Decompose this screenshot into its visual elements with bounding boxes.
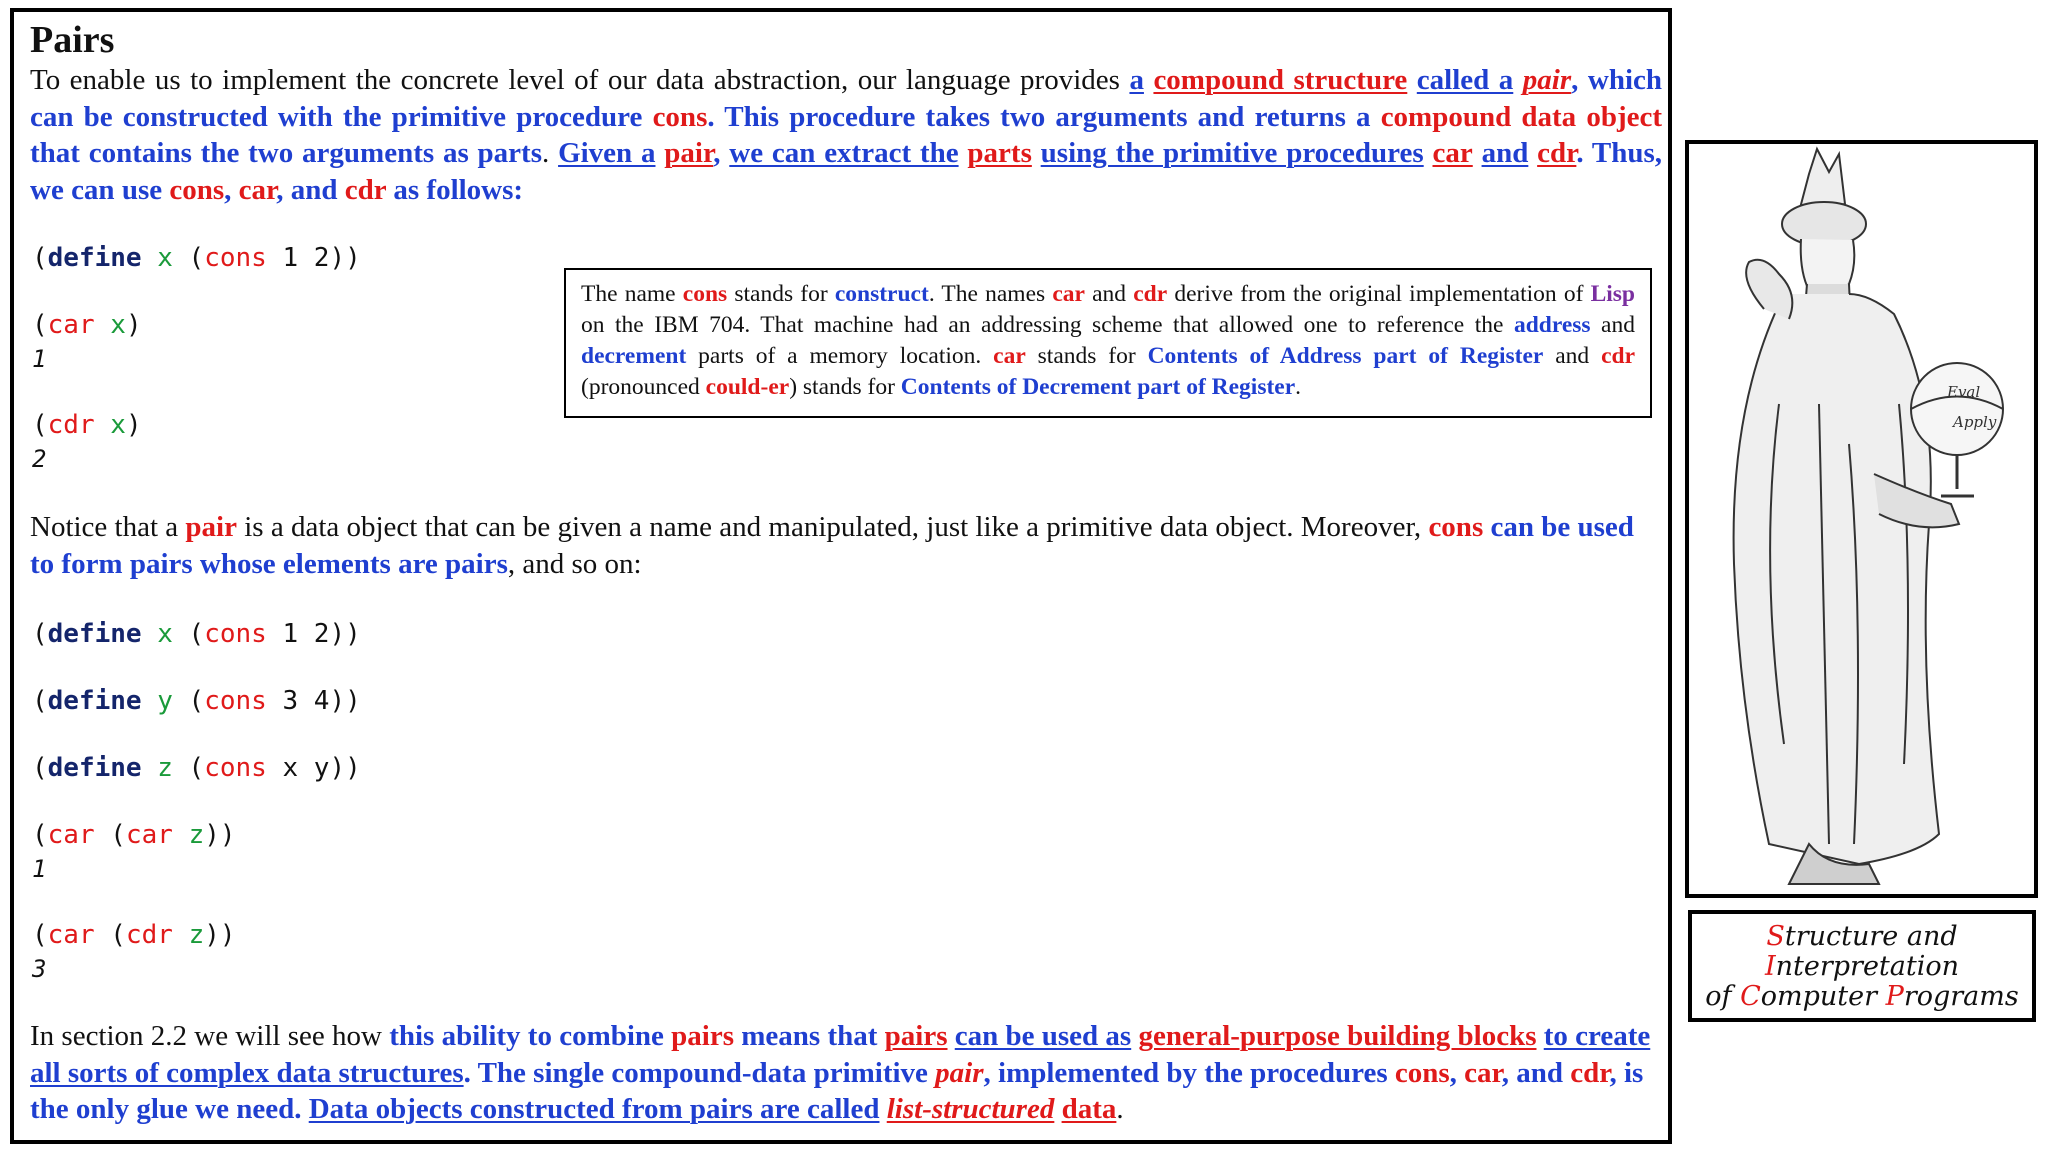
text: , and	[276, 173, 345, 206]
text: we can extract the	[729, 137, 959, 169]
text: pair	[664, 137, 714, 169]
etymology-note: The name cons stands for construct. The names car and cdr derive from the original implementation of Lisp on the IBM 704. That machine had an addressing scheme that allowed one to reference the address and decrement parts of a memory location. car stands for Contents of Address part of Register and cdr (pronounced could-er) stands for Contents of Decrement part of Register.	[564, 268, 1652, 418]
text: using the primitive procedures	[1040, 137, 1424, 169]
code-line: (cdr x)	[32, 410, 142, 440]
text: cons	[652, 100, 708, 133]
orb-label-top: Eval	[1947, 383, 1981, 401]
text: pair	[1522, 64, 1572, 96]
text: parts	[967, 137, 1032, 169]
text: car	[238, 173, 277, 206]
caption-line: Structure and	[1766, 921, 1958, 952]
text: cons	[169, 173, 225, 206]
text: compound structure	[1153, 64, 1408, 96]
code-line: (define x (cons 1 2))	[32, 619, 361, 649]
code-line: (define x (cons 1 2))	[32, 243, 361, 273]
page-title: Pairs	[30, 19, 115, 61]
code-output: 3	[32, 955, 47, 983]
book-caption	[1688, 910, 2036, 1022]
text: . Thus, we can use	[30, 137, 1663, 206]
text: .	[542, 137, 559, 169]
closing-paragraph: In section 2.2 we will see how this ability to combine pairs means that pairs can be used as general-purpose building blocks to create all sorts of complex data structures. The single compound-data primitive pair, implemented by the procedures cons, car, and cdr, is the only glue we need. Data objects constructed from pairs are called list-structured data.	[30, 1020, 1651, 1125]
pairs-paragraph: Notice that a pair is a data object that can be given a name and manipulated, just like a primitive data object. Moreover, cons can be used to form pairs whose elements are pairs, and so on:	[30, 511, 1634, 580]
orb-icon	[1911, 363, 2003, 455]
text: which can be constructed with the primitive procedure	[30, 64, 1663, 133]
text: compound data object	[1380, 100, 1663, 133]
text: car	[1432, 137, 1473, 169]
text: a	[1129, 64, 1144, 96]
text: To enable us to implement the concrete level of our data abstraction, our language provides	[30, 64, 1130, 96]
intro-paragraph	[30, 62, 1662, 208]
text: called a	[1416, 64, 1514, 96]
text: that contains the two arguments as parts	[30, 137, 542, 169]
text: as follows:	[386, 173, 524, 206]
orb-label-bottom: Apply	[1953, 413, 1997, 431]
text: and	[1481, 137, 1529, 169]
wizard-figure	[1689, 144, 2034, 894]
code-output: 2	[32, 445, 47, 473]
code-line: (define y (cons 3 4))	[32, 686, 361, 716]
caption-line: Interpretation	[1764, 951, 1960, 982]
wizard-illustration	[1685, 140, 2038, 898]
code-output: 1	[32, 345, 47, 373]
text: ,	[224, 173, 239, 206]
code-output: 1	[32, 855, 47, 883]
code-line: (car (cdr z))	[32, 920, 236, 950]
text: ,	[1571, 64, 1579, 96]
text: cdr	[1537, 137, 1577, 169]
text: . This procedure takes two arguments and returns a	[707, 100, 1381, 133]
text: Given a	[558, 137, 656, 169]
code-line: (define z (cons x y))	[32, 753, 361, 783]
code-line: (car (car z))	[32, 820, 236, 850]
main-panel	[10, 8, 1672, 1144]
text: cdr	[344, 173, 387, 206]
text: ,	[713, 137, 721, 169]
caption-line: of Computer Programs	[1705, 981, 2019, 1012]
code-line: (car x)	[32, 310, 142, 340]
